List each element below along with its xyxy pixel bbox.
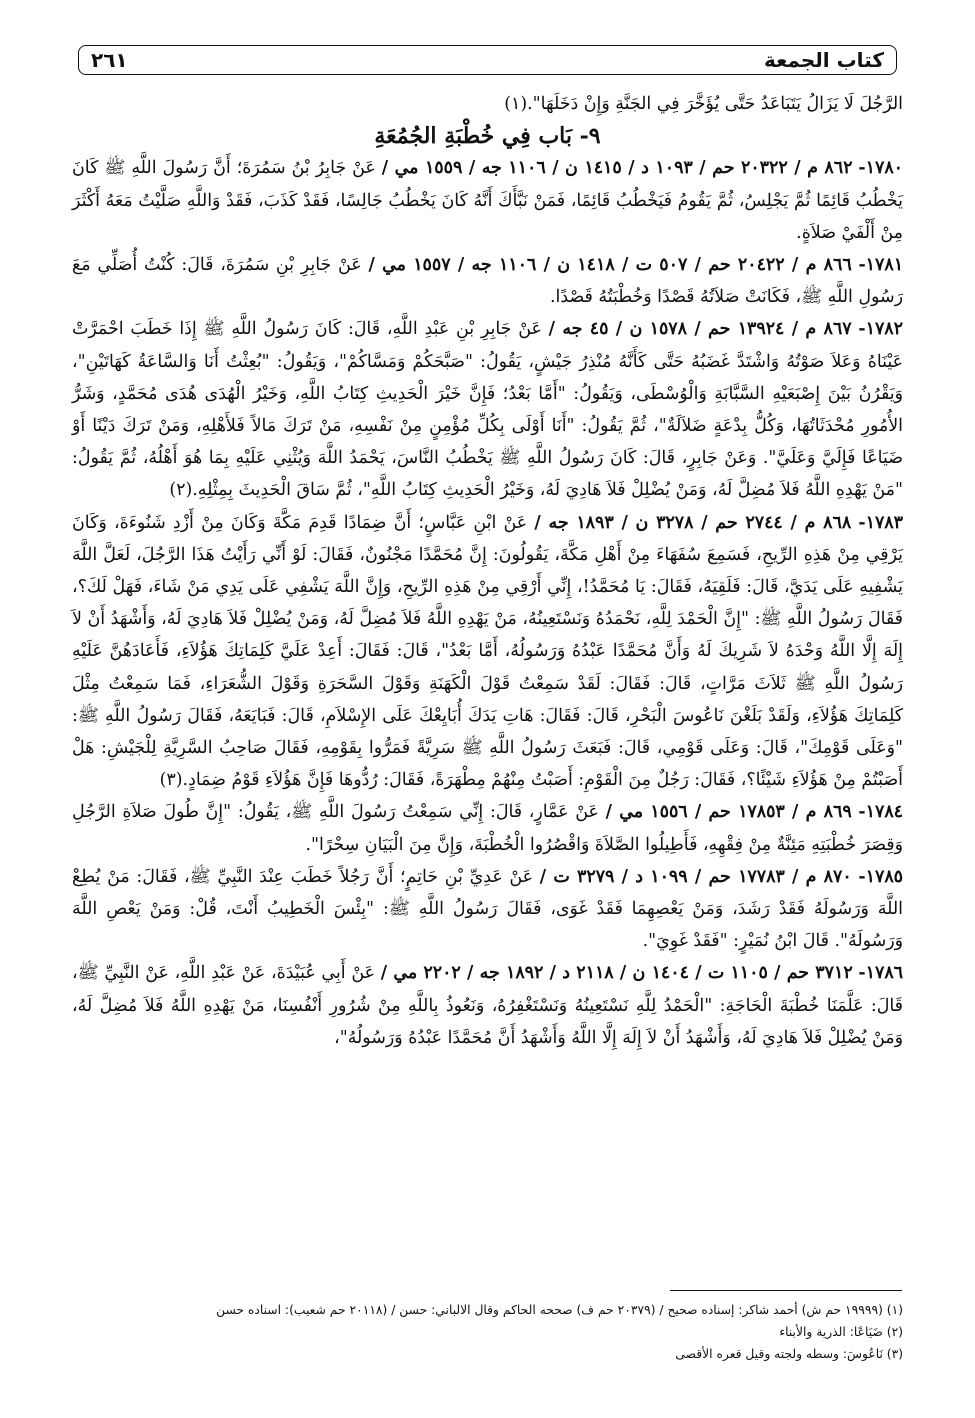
hadith-references: ٨٧٠ م / ١٧٧٨٣ حم / ١٠٩٩ د / ٣٢٧٩ ت / [539, 866, 852, 887]
hadith-text: عَنْ عَدِيِّ بْنِ حَاتِمٍ؛ أَنَّ رَجُلاً خَطَبَ عِنْدَ النَّبِيِّ ﷺ، فَقَالَ: مَنْ يُطِعْ اللَّهَ وَرَسُولَهُ فَقَدْ رَشَدَ، وَمَنْ يَعْصِهِمَا فَقَدْ غَوَى، فَقَالَ رَسُولُ اللَّهِ ﷺ: "بِئْسَ الْخَطِيبُ أَنْتَ، قُلْ: وَمَنْ يَعْصِ اللَّهَ وَرَسُولَهُ". قَالَ ابْنُ نُمَيْرٍ: "فَقَدْ غَوِيَ". [72, 866, 903, 952]
hadith-text: عَنْ أَبِي عُبَيْدَةَ، عَنْ عَبْدِ اللَّهِ، عَنْ النَّبِيِّ ﷺ، قَالَ: عَلَّمَنَا خُطْبَةَ الْحَاجَةِ: "الْحَمْدُ لِلَّهِ نَسْتَعِينُهُ وَنَسْتَغْفِرُهُ، وَنَعُوذُ بِاللَّهِ مِنْ شُرُورِ أَنْفُسِنَا، مَنْ يَهْدِهِ اللَّهُ فَلاَ مُضِلَّ لَهُ، وَمَنْ يُضْلِلْ فَلاَ هَادِيَ لَهُ، وَأَشْهَدُ أَنْ لاَ إِلَهَ إِلَّا اللَّهُ وَأَشْهَدُ أَنَّ مُحَمَّدًا عَبْدُهُ وَرَسُولُهُ"، [72, 963, 903, 1048]
hadith-references: ٨٦٦ م / ٢٠٤٢٢ حم / ٥٠٧ ت / ١٤١٨ ن / ١١٠٦ جه / ١٥٥٧ مي / [368, 255, 852, 276]
hadith-references: ٨٦٢ م / ٢٠٣٢٢ حم / ١٠٩٣ د / ١٤١٥ ن / ١١٠٦ جه / ١٥٥٩ مي / [381, 158, 853, 179]
hadith-references: ٨٦٧ م / ١٣٩٢٤ حم / ١٥٧٨ ن / ٤٥ جه / [548, 319, 852, 340]
hadith-text: عَنْ جَابِرِ بْنِ عَبْدِ اللَّهِ، قَالَ: كَانَ رَسُولُ اللَّهِ ﷺ إِذَا خَطَبَ احْمَرَّتْ عَيْنَاهُ وَعَلاَ صَوْتُهُ وَاشْتَدَّ غَضَبُهُ حَتَّى كَأَنَّهُ مُنْذِرُ جَيْشٍ، يَقُولُ: "صَبَّحَكُمْ وَمَسَّاكُمْ"، وَيَقُولُ: "بُعِثْتُ أَنَا وَالسَّاعَةُ كَهَاتَيْنِ"، وَيَقْرُنُ بَيْنَ إِصْبَعَيْهِ السَّبَّابَةِ وَالْوُسْطَى، وَيَقُولُ: "أَمَّا بَعْدُ؛ فَإِنَّ خَيْرَ الْحَدِيثِ كِتَابُ اللَّهِ، وَخَيْرُ الْهُدَى هُدَى مُحَمَّدٍ، وَشَرُّ الأُمُورِ مُحْدَثَاتُهَا، وَكُلُّ بِدْعَةٍ ضَلاَلَةٌ"، ثُمَّ يَقُولُ: "أَنَا أَوْلَى بِكُلِّ مُؤْمِنٍ مِنْ نَفْسِهِ، مَنْ تَرَكَ مَالاً فَلأَهْلِهِ، وَمَنْ تَرَكَ دَيْنًا أَوْ ضَيَاعًا فَإِلَيَّ وَعَلَيَّ". وَعَنْ جَابِرٍ، قَالَ: كَانَ رَسُولُ اللَّهِ ﷺ يَخْطُبُ النَّاسَ، يَحْمَدُ اللَّهَ وَيُثْنِي عَلَيْهِ بِمَا هُوَ أَهْلُهُ، ثُمَّ يَقُولُ: "مَنْ يَهْدِهِ اللَّهُ فَلاَ مُضِلَّ لَهُ، وَمَنْ يُضْلِلْ فَلاَ هَادِيَ لَهُ، وَخَيْرُ الْحَدِيثِ كِتَابُ اللَّهِ"، ثُمَّ سَاقَ الْحَدِيثَ بِمِثْلِهِ.(٢) [72, 319, 903, 501]
hadith-references: ٨٦٨ م / ٢٧٤٤ حم / ٣٢٧٨ ن / ١٨٩٣ جه / [534, 512, 852, 533]
hadith-text: عَنْ عَمَّارٍ، قَالَ: إِنِّي سَمِعْتُ رَسُولَ اللَّهِ ﷺ، يَقُولُ: "إِنَّ طُولَ صَلاَةِ الرَّجُلِ وَقِصَرَ خُطْبَتِهِ مَئِنَّةٌ مِنْ فِقْهِهِ، فَأَطِيلُوا الصَّلاَةَ وَاقْصُرُوا الْخُطْبَةَ، وَإِنَّ مِنَ الْبَيَانِ سِحْرًا". [72, 802, 903, 855]
hadith-number: ١٧٨٠- [858, 158, 904, 179]
book-title: كتاب الجمعة [764, 48, 884, 72]
footnote-3: (٣) نَاعُوسَ: وسطه ولجته وقيل قعره الأقصى [675, 1347, 903, 1361]
hadith-number: ١٧٨٥- [858, 866, 904, 887]
hadith-references: ٣٧١٢ حم / ١١٠٥ ت / ١٤٠٤ ن / ٢١١٨ د / ١٨٩٢ جه / ٢٢٠٢ مي / [380, 963, 853, 984]
footnote-1: (١) (١٩٩٩٩ حم ش) أحمد شاكر: إسناده صحيح / (٢٠٣٧٩ حم ف) صححه الحاكم وقال الالباني: حسن / (٢٠١١٨ حم شعيب): اسناده حسن [216, 1303, 903, 1317]
chapter-title: ٩- بَاب فِي خُطْبَةِ الجُمُعَةِ [374, 123, 601, 150]
footnote-separator [670, 1290, 902, 1291]
hadith-text: عَنْ جَابِرِ بْنِ سَمُرَةَ، قَالَ: كُنْتُ أُصَلِّي مَعَ رَسُولِ اللَّهِ ﷺ، فَكَانَتْ صَلاَتُهُ قَصْدًا وَخُطْبَتُهُ قَصْدًا. [72, 255, 903, 308]
hadith-1781 [72, 249, 903, 313]
hadith-number: ١٧٨٤- [858, 802, 904, 823]
hadith-1786 [72, 957, 903, 1054]
footnote-2: (٢) ضَيَاعًا: الذرية والأبناء [779, 1325, 903, 1339]
hadith-text: عَنْ جَابِرُ بْنُ سَمُرَةَ؛ أَنَّ رَسُولَ اللَّهِ ﷺ كَانَ يَخْطُبُ قَائِمًا ثُمَّ يَجْلِسُ، ثُمَّ يَقُومُ فَيَخْطُبُ قَائِمًا، فَمَنْ نَبَّأَكَ أَنَّهُ كَانَ يَخْطُبُ جَالِسًا، فَقَدْ كَذَبَ، فَقَدْ وَاللَّهِ صَلَّيْتُ مَعَهُ أَكْثَرَ مِنْ أَلْفَيْ صَلاَةٍ. [72, 158, 903, 243]
hadith-references: ٨٦٩ م / ١٧٨٥٣ حم / ١٥٥٦ مي / [605, 802, 852, 823]
hadith-text: عَنْ ابْنِ عَبَّاسٍ؛ أَنَّ ضِمَادًا قَدِمَ مَكَّةَ وَكَانَ مِنْ أَزْدِ شَنُوءَةَ، وَكَانَ يَرْقِي مِنْ هَذِهِ الرِّيحِ، فَسَمِعَ سُفَهَاءَ مِنْ أَهْلِ مَكَّةَ، يَقُولُونَ: إِنَّ مُحَمَّدًا مَجْنُونٌ، فَقَالَ: لَوْ أَنِّي رَأَيْتُ هَذَا الرَّجُلَ، لَعَلَّ اللَّهَ يَشْفِيهِ عَلَى يَدَيَّ، قَالَ: فَلَقِيَهُ، فَقَالَ: يَا مُحَمَّدُ!، إِنِّي أَرْقِي مِنْ هَذِهِ الرِّيحِ، وَإِنَّ اللَّهَ يَشْفِي عَلَى يَدِي مَنْ شَاءَ، فَهَلْ لَكَ؟، فَقَالَ رَسُولُ اللَّهِ ﷺ: "إِنَّ الْحَمْدَ لِلَّهِ، نَحْمَدُهُ وَنَسْتَعِينُهُ، مَنْ يَهْدِهِ اللَّهُ فَلاَ مُضِلَّ لَهُ، وَمَنْ يُضْلِلْ فَلاَ هَادِيَ لَهُ، وَأَشْهَدُ أَنْ لاَ إِلَهَ إِلَّا اللَّهُ وَحْدَهُ لاَ شَرِيكَ لَهُ وَأَنَّ مُحَمَّدًا عَبْدُهُ وَرَسُولُهُ، أَمَّا بَعْدُ"، قَالَ: فَقَالَ: أَعِدْ عَلَيَّ كَلِمَاتِكَ هَؤُلاَءِ، فَأَعَادَهُنَّ عَلَيْهِ رَسُولُ اللَّهِ ﷺ ثَلاَثَ مَرَّاتٍ، قَالَ: فَقَالَ: لَقَدْ سَمِعْتُ قَوْلَ الْكَهَنَةِ وَقَوْلَ السَّحَرَةِ وَقَوْلَ الشُّعَرَاءِ، فَمَا سَمِعْتُ مِثْلَ كَلِمَاتِكَ هَؤُلاَءِ، وَلَقَدْ بَلَغْنَ نَاعُوسَ الْبَحْرِ، قَالَ: فَقَالَ: هَاتِ يَدَكَ أُبَايِعْكَ عَلَى الإِسْلاَمِ، قَالَ: فَبَايَعَهُ، فَقَالَ رَسُولُ اللَّهِ ﷺ: "وَعَلَى قَوْمِكَ"، قَالَ: وَعَلَى قَوْمِي، قَالَ: فَبَعَثَ رَسُولُ اللَّهِ ﷺ سَرِيَّةً فَمَرُّوا بِقَوْمِهِ، فَقَالَ صَاحِبُ السَّرِيَّةِ لِلْجَيْشِ: هَلْ أَصَبْتُمْ مِنْ هَؤُلاَءِ شَيْئًا؟، فَقَالَ: رَجُلٌ مِنَ الْقَوْمِ: أَصَبْتُ مِنْهُمْ مِطْهَرَةً، فَقَالَ: رُدُّوهَا فَإِنَّ هَؤُلاَءِ قَوْمُ ضِمَادٍ.(٣) [72, 512, 903, 791]
footnotes [72, 1299, 903, 1365]
page-number: ٢٦١ [91, 48, 128, 72]
hadith-number: ١٧٨٦- [858, 963, 904, 984]
intro-line: الرَّجُلَ لَا يَزَالُ يَتَبَاعَدُ حَتَّى يُؤَخَّرَ فِي الجَنَّةِ وَإِنْ دَخَلَهَا".(١) [504, 94, 903, 114]
hadith-1780 [72, 152, 903, 249]
hadith-number: ١٧٨١- [858, 255, 904, 276]
hadith-number: ١٧٨٣- [858, 512, 903, 533]
hadith-number: ١٧٨٢- [858, 319, 903, 340]
hadith-1784 [72, 796, 903, 860]
page-header [78, 45, 897, 75]
hadith-1782 [72, 313, 903, 506]
hadith-1785 [72, 861, 903, 958]
page-body [72, 88, 903, 1054]
hadith-1783 [72, 507, 903, 797]
